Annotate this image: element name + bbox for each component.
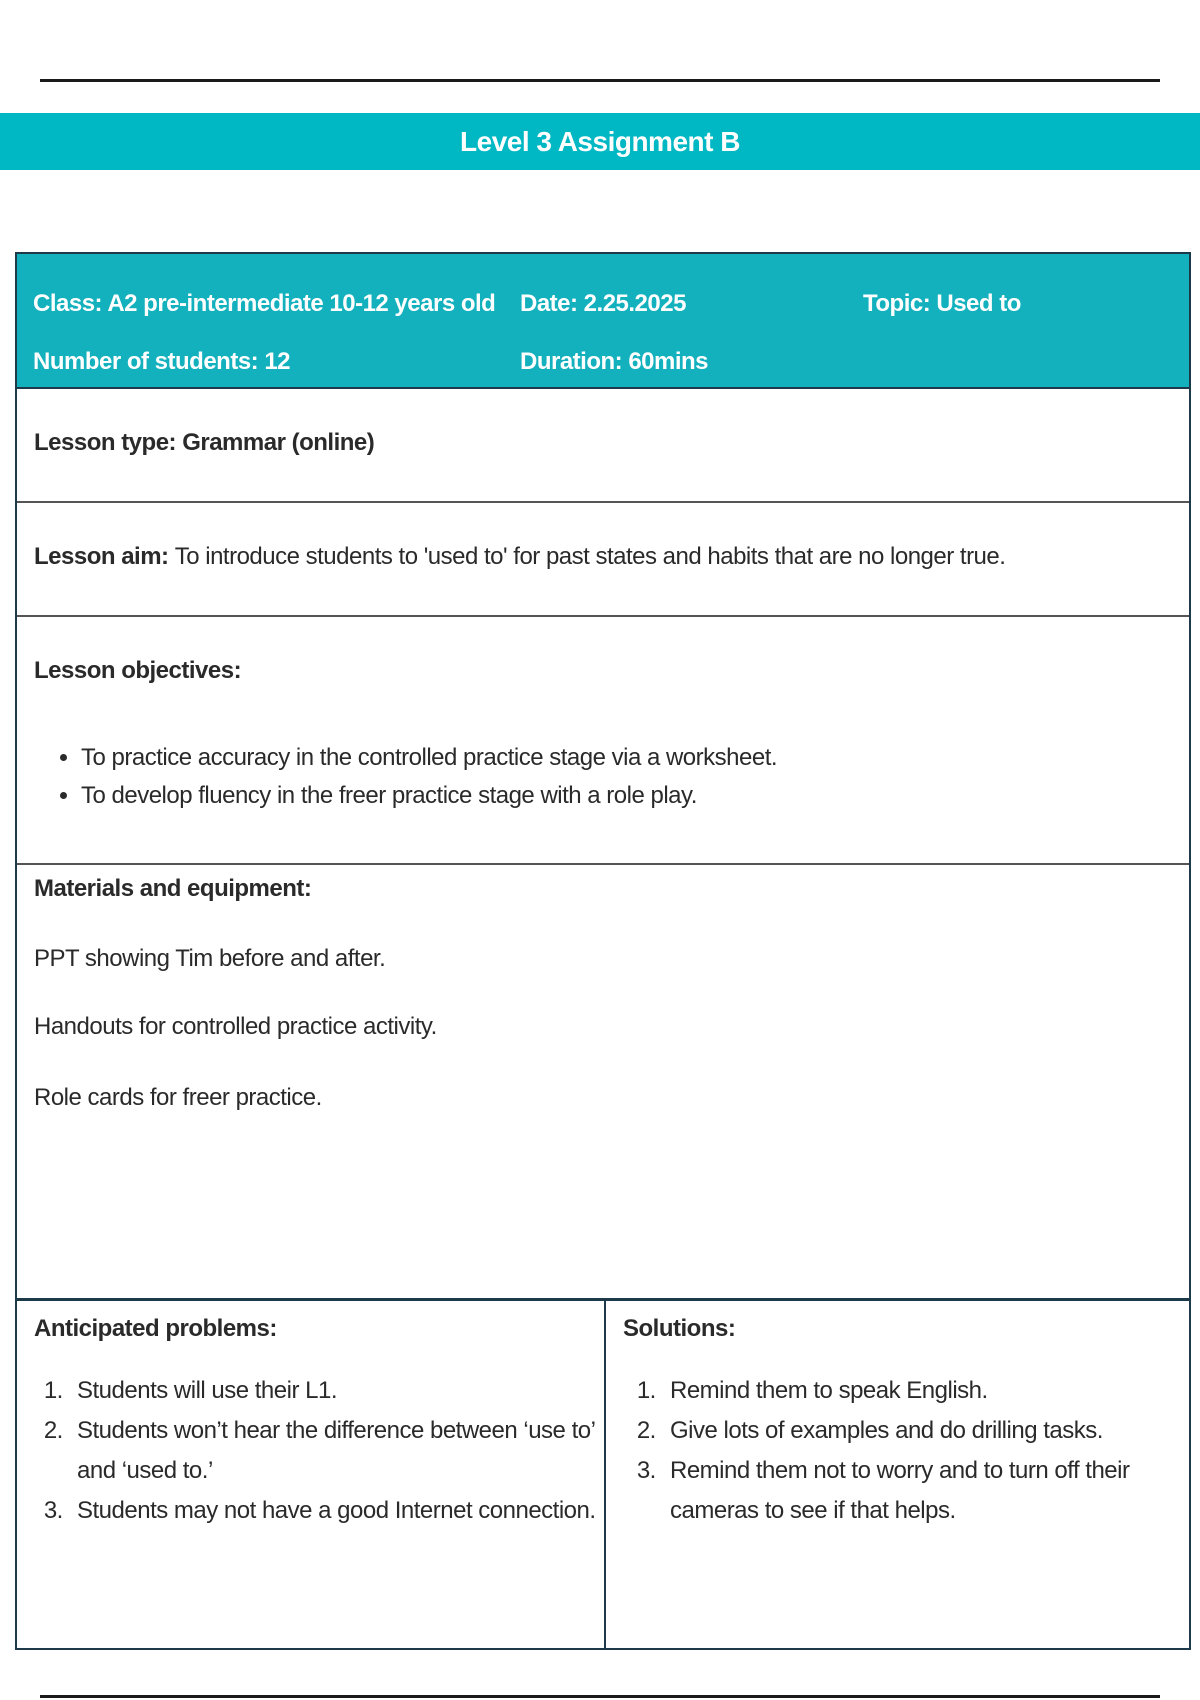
list-item: • To develop fluency in the freer practice stage with a role play. [81, 781, 777, 811]
solutions-label: Solutions: [623, 1315, 736, 1342]
objectives-list [57, 743, 777, 819]
title-banner [0, 113, 1200, 170]
class-info: Class: A2 pre-intermediate 10-12 years old [33, 290, 496, 317]
lesson-plan-table [15, 252, 1191, 1650]
list-item: 1. Remind them to speak English. [662, 1371, 1200, 1411]
lesson-aim-label: Lesson aim: [34, 543, 169, 570]
list-item: Handouts for controlled practice activity. [34, 1013, 437, 1040]
solutions [606, 1301, 1189, 1648]
list-item: 2. Give lots of examples and do drilling tasks. [662, 1411, 1200, 1451]
problems-label: Anticipated problems: [34, 1315, 277, 1342]
materials-row [17, 865, 1189, 1301]
problems-list [35, 1371, 609, 1531]
bottom-rule [40, 1695, 1160, 1698]
students-info: Number of students: 12 [33, 348, 291, 375]
list-item: • To practice accuracy in the controlled practice stage via a worksheet. [81, 743, 777, 773]
problems-solutions-row [17, 1301, 1189, 1648]
topic-info: Topic: Used to [863, 290, 1021, 317]
objectives-label: Lesson objectives: [34, 657, 242, 684]
list-item: Role cards for freer practice. [34, 1084, 322, 1111]
anticipated-problems [17, 1301, 606, 1648]
lesson-header [17, 254, 1189, 389]
duration-info: Duration: 60mins [520, 348, 709, 375]
top-rule [40, 79, 1160, 82]
lesson-type: Lesson type: Grammar (online) [34, 429, 375, 456]
document-title: Level 3 Assignment B [460, 125, 740, 157]
date-info: Date: 2.25.2025 [520, 290, 686, 317]
list-item: 3. Remind them not to worry and to turn off their cameras to see if that helps. [662, 1451, 1200, 1531]
list-item: 3. Students may not have a good Internet connection. [69, 1491, 609, 1531]
solutions-list [628, 1371, 1200, 1531]
lesson-type-row [17, 389, 1189, 503]
lesson-aim [34, 543, 1005, 571]
lesson-objectives-row [17, 617, 1189, 865]
list-item: PPT showing Tim before and after. [34, 945, 386, 972]
materials-label: Materials and equipment: [34, 875, 312, 902]
lesson-aim-row [17, 503, 1189, 617]
lesson-aim-text: To introduce students to 'used to' for past states and habits that are no longer true. [174, 543, 1006, 570]
list-item: 1. Students will use their L1. [69, 1371, 609, 1411]
list-item: 2. Students won’t hear the difference between ‘use to’ and ‘used to.’ [69, 1411, 609, 1491]
